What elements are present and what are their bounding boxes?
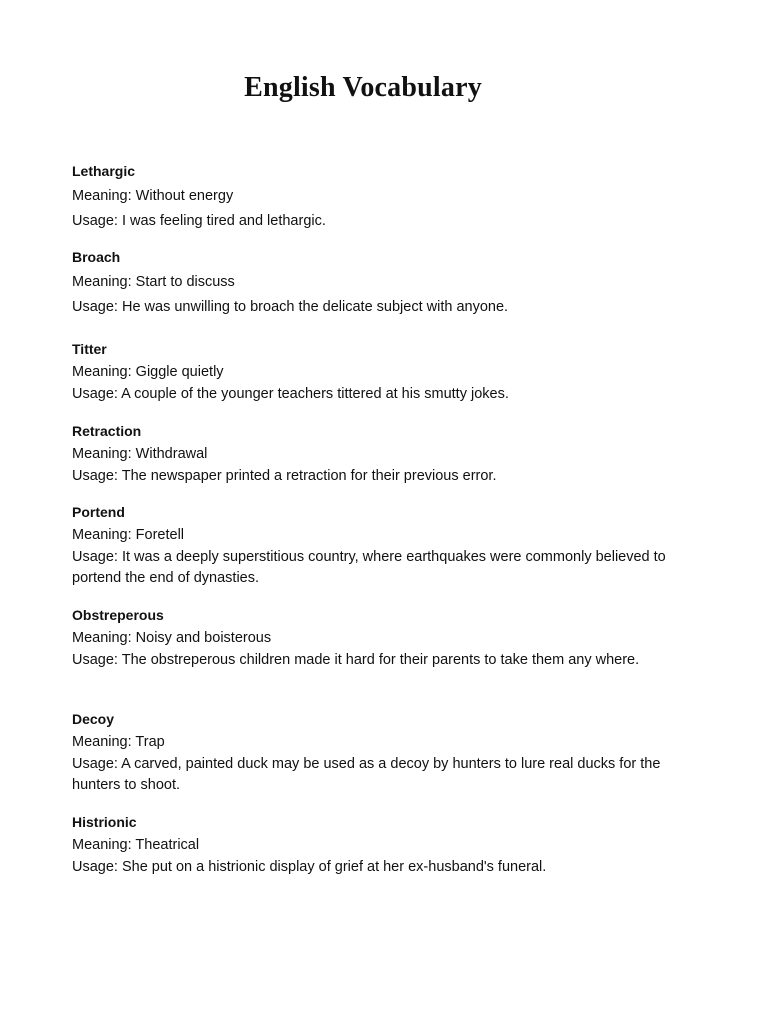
entry-usage: Usage: I was feeling tired and lethargic. bbox=[72, 213, 326, 229]
vocabulary-entry bbox=[72, 248, 712, 320]
entry-usage: Usage: He was unwilling to broach the delicate subject with anyone. bbox=[72, 299, 509, 315]
vocabulary-entry bbox=[72, 813, 712, 878]
entry-term: Histrionic bbox=[72, 814, 137, 830]
entry-term: Titter bbox=[72, 341, 107, 357]
entry-term: Portend bbox=[72, 504, 125, 520]
vocabulary-entry bbox=[72, 340, 712, 405]
entry-term: Retraction bbox=[72, 423, 142, 439]
entry-usage: Usage: She put on a histrionic display of grief at her ex-husband's funeral. bbox=[72, 858, 547, 875]
entry-term: Lethargic bbox=[72, 163, 136, 179]
page-title: English Vocabulary bbox=[244, 72, 482, 103]
vocabulary-entry bbox=[72, 162, 712, 234]
entry-meaning: Meaning: Start to discuss bbox=[72, 274, 235, 290]
entry-term: Decoy bbox=[72, 711, 115, 727]
entry-usage: Usage: It was a deeply superstitious country, where earthquakes were commonly believed to portend the end of dynasties. bbox=[72, 548, 666, 586]
vocabulary-entry bbox=[72, 422, 712, 487]
entry-term: Broach bbox=[72, 249, 121, 265]
vocabulary-entry bbox=[72, 503, 712, 590]
entry-meaning: Meaning: Theatrical bbox=[72, 837, 200, 853]
entry-usage: Usage: A carved, painted duck may be used as a decoy by hunters to lure real ducks for the hunters to shoot. bbox=[72, 755, 661, 793]
entry-meaning: Meaning: Noisy and boisterous bbox=[72, 630, 272, 646]
entry-meaning: Meaning: Foretell bbox=[72, 527, 185, 543]
entry-usage: Usage: The obstreperous children made it hard for their parents to take them any where. bbox=[72, 651, 640, 668]
vocabulary-entry bbox=[72, 606, 712, 671]
entry-meaning: Meaning: Withdrawal bbox=[72, 446, 208, 462]
entry-meaning: Meaning: Trap bbox=[72, 734, 165, 750]
vocabulary-entry bbox=[72, 710, 712, 797]
entry-usage: Usage: A couple of the younger teachers tittered at his smutty jokes. bbox=[72, 385, 509, 402]
entry-meaning: Meaning: Giggle quietly bbox=[72, 364, 224, 380]
entry-term: Obstreperous bbox=[72, 607, 164, 623]
entry-meaning: Meaning: Without energy bbox=[72, 188, 234, 204]
entry-usage: Usage: The newspaper printed a retraction for their previous error. bbox=[72, 467, 497, 484]
